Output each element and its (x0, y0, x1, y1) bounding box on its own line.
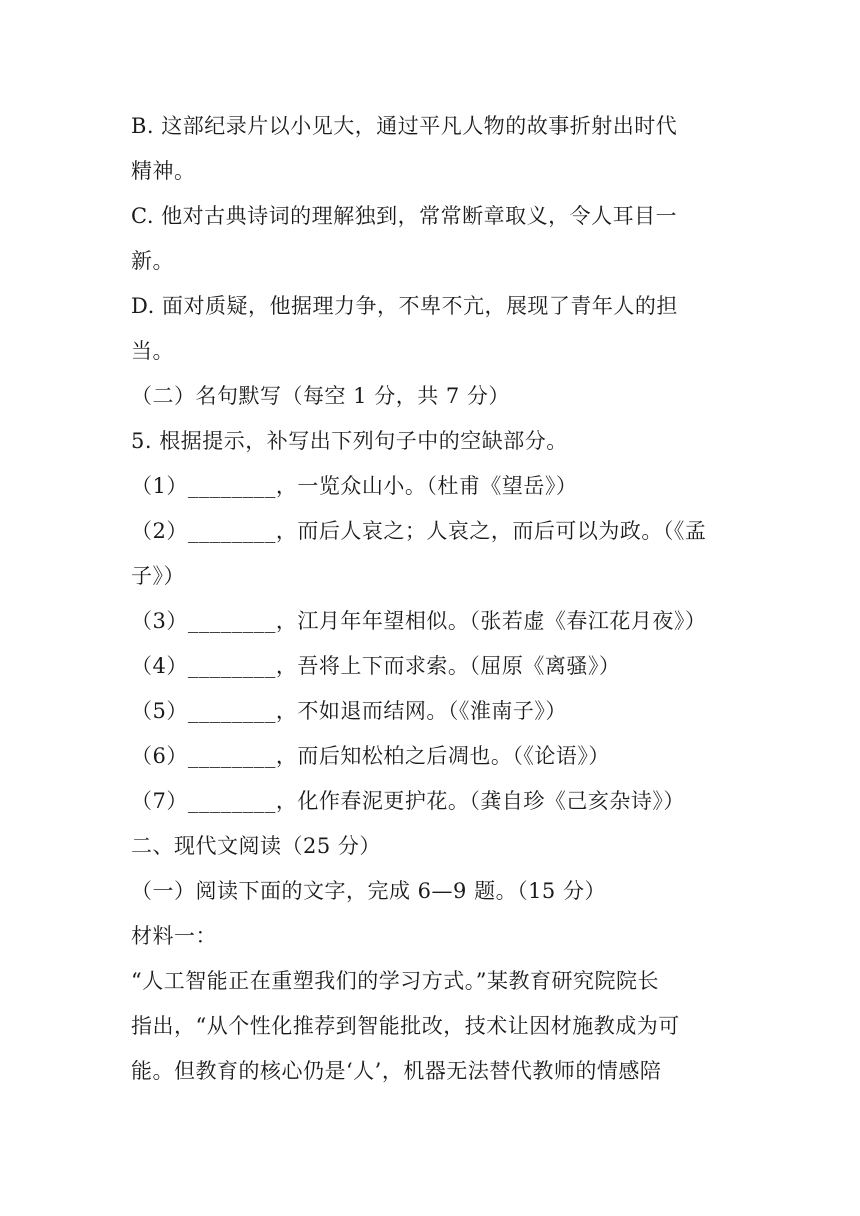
option-c-line-1: C. 他对古典诗词的理解独到，常常断章取义，令人耳目一 (131, 204, 678, 228)
section-heading-modern-reading: 二、现代文阅读（25 分） (131, 834, 381, 858)
document-page (131, 104, 736, 1094)
question-5-prompt: 5. 根据提示，补写出下列句子中的空缺部分。 (131, 429, 568, 453)
material-label: 材料一： (131, 924, 217, 948)
option-b-line-1: B. 这部纪录片以小见大，通过平凡人物的故事折射出时代 (131, 114, 678, 138)
fill-blank-item-5: （5）________，不如退而结网。（《淮南子》） (131, 699, 567, 723)
fill-blank-item-4: （4）________，吾将上下而求索。（屈原《离骚》） (131, 654, 621, 678)
fill-blank-item-7: （7）________，化作春泥更护花。（龚自珍《己亥杂诗》） (131, 789, 685, 813)
fill-blank-item-2-continued: 子》） (131, 564, 185, 588)
fill-blank-item-6: （6）________，而后知松柏之后凋也。（《论语》） (131, 744, 610, 768)
fill-blank-item-2: （2）________，而后人哀之；人哀之，而后可以为政。（《孟 (131, 519, 707, 543)
option-d-line-1: D. 面对质疑，他据理力争，不卑不亢，展现了青年人的担 (131, 294, 678, 318)
section-heading-quotes: （二）名句默写（每空 1 分，共 7 分） (131, 384, 510, 408)
fill-blank-item-3: （3）________，江月年年望相似。（张若虚《春江花月夜》） (131, 609, 707, 633)
material-paragraph-line-1: “人工智能正在重塑我们的学习方式。”某教育研究院院长 (131, 969, 659, 993)
material-paragraph-line-2: 指出，“从个性化推荐到智能批改，技术让因材施教成为可 (131, 1014, 680, 1038)
option-b-line-2: 精神。 (131, 159, 196, 183)
option-d-line-2: 当。 (131, 339, 174, 363)
material-paragraph-line-3: 能。但教育的核心仍是‘人’，机器无法替代教师的情感陪 (131, 1059, 662, 1083)
fill-blank-item-1: （1）________，一览众山小。（杜甫《望岳》） (131, 474, 578, 498)
subsection-heading-reading-1: （一）阅读下面的文字，完成 6—9 题。（15 分） (131, 879, 606, 903)
option-c-line-2: 新。 (131, 249, 174, 273)
